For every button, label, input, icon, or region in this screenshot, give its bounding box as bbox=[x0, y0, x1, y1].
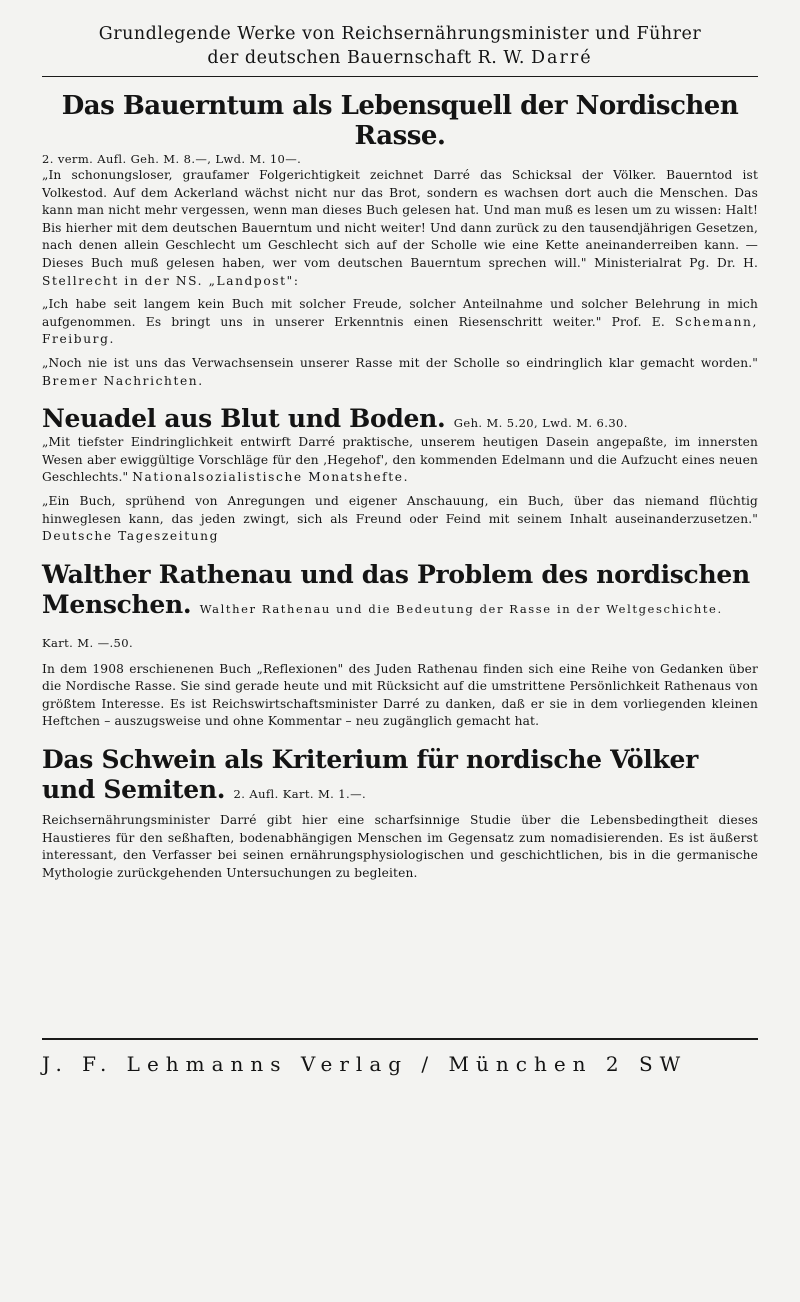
book-title: Das Bauerntum als Lebensquell der Nordischen Rasse. bbox=[61, 91, 739, 151]
book-heading bbox=[42, 560, 758, 658]
review-source: Stellrecht in der NS. „Landpost": bbox=[42, 273, 300, 288]
review-text: „Ein Buch, sprühend von Anregungen und eigener Anschauung, ein Buch, über das niemand flüchtig hinweglesen kann, das jeden zwingt, sich als Freund oder Feind mit seinem Inhalt auseinanderzusetzen." bbox=[42, 493, 758, 526]
header-line-2 bbox=[42, 46, 758, 70]
review-source: Bremer Nachrichten. bbox=[42, 373, 204, 388]
review-paragraph bbox=[42, 493, 758, 546]
header-line-2-prefix: der deutschen Bauernschaft R. W. bbox=[207, 48, 525, 68]
book-heading bbox=[42, 745, 758, 809]
review-source: Deutsche Tageszeitung bbox=[42, 529, 219, 544]
review-text: „Noch nie ist uns das Verwachsensein unserer Rasse mit der Scholle so eindringlich klar gemacht worden." bbox=[42, 355, 758, 370]
header-rule bbox=[42, 76, 758, 77]
header-author-name: Darré bbox=[531, 48, 593, 68]
book-heading bbox=[42, 404, 758, 434]
book-title: Neuadel aus Blut und Boden. bbox=[42, 404, 446, 434]
review-paragraph bbox=[42, 167, 758, 290]
description-paragraph: In dem 1908 erschienenen Buch „Reflexionen" des Juden Rathenau finden sich eine Reihe von Gedanken über die Nordische Rasse. Sie sind gerade heute und mit Rücksicht auf die umstrittene Persönlichkeit Rathenaus von größtem Interesse. Es ist Reichswirtschaftsminister Darré zu danken, daß er sie in dem vorliegenden kleinen Heftchen – auszugsweise und ohne Kommentar – neu zugänglich gemacht hat. bbox=[42, 661, 758, 729]
publisher-footer: J. F. Lehmanns Verlag / München 2 SW bbox=[42, 1052, 688, 1076]
review-text: „Mit tiefster Eindringlichkeit entwirft Darré praktische, unserem heutigen Dasein angepaßte, im innersten Wesen aber ewiggültige Vorschläge für den ‚Hegehof', den kommenden Edelmann und die Aufzucht eines neuen Geschlechts." bbox=[42, 435, 758, 485]
footer-rule bbox=[42, 1038, 758, 1040]
book-title: Walther Rathenau und das Problem des nordischen Menschen. bbox=[42, 559, 750, 619]
review-paragraph bbox=[42, 296, 758, 349]
review-text: „Ich habe seit langem kein Buch mit solcher Freude, solcher Anteilnahme und solcher Belehrung in mich aufgenommen. Es bringt uns in unserer Erkenntnis einen Riesenschritt weiter." Prof. E. bbox=[42, 297, 758, 329]
book-title: Das Schwein als Kriterium für nordische Völker und Semiten. bbox=[42, 745, 699, 805]
book-section-rathenau bbox=[42, 560, 758, 731]
book-section-schwein bbox=[42, 745, 758, 882]
header-line-1: Grundlegende Werke von Reichsernährungsminister und Führer bbox=[98, 24, 702, 44]
review-paragraph bbox=[42, 355, 758, 390]
book-section-bauerntum bbox=[42, 91, 758, 390]
review-paragraph bbox=[42, 434, 758, 487]
book-subtitle: Walther Rathenau und die Bedeutung der Rasse in der Weltgeschichte. bbox=[199, 601, 723, 616]
book-price: Geh. M. 5.20, Lwd. M. 6.30. bbox=[453, 416, 628, 431]
book-price: Kart. M. —.50. bbox=[42, 635, 134, 650]
review-source: Nationalsozialistische Monatshefte. bbox=[132, 470, 410, 485]
review-text: „In schonungsloser, graufamer Folgerichtigkeit zeichnet Darré das Schicksal der Völker. Bauerntod ist Volkestod. Auf dem Ackerland wächst nicht nur das Brot, sondern es wachsen dort auch die Menschen. Das kann man nicht mehr vergessen, wenn man dieses Buch gelesen hat. Und man muß es lesen um zu wissen: Halt! Bis hierher mit dem deutschen Bauerntum und nicht weiter! Und dann zurück zu den tausendjährigen Gesetzen, nach denen allein Geschlecht um Geschlecht sich auf der Scholle wie eine Kette aneinanderreiben kann. — Dieses Buch muß gelesen haben, wer vom deutschen Bauerntum sprechen will." Ministerialrat Pg. Dr. H. bbox=[42, 168, 758, 270]
book-price: 2. Aufl. Kart. M. 1.—. bbox=[233, 787, 367, 802]
book-price: 2. verm. Aufl. Geh. M. 8.—, Lwd. M. 10—. bbox=[42, 152, 302, 166]
content bbox=[42, 10, 758, 882]
book-section-neuadel bbox=[42, 404, 758, 546]
header bbox=[42, 22, 758, 70]
description-paragraph: Reichsernährungsminister Darré gibt hier eine scharfsinnige Studie über die Lebensbedingtheit dieses Haustieres für den seßhaften, bodenabhängigen Menschen im Gegensatz zum nomadisierenden. Es ist äußerst interessant, den Verfasser bei seinen ernährungsphysiologischen und geschichtlichen, bis in die germanische Mythologie zurückgehenden Untersuchungen zu begleiten. bbox=[42, 813, 758, 880]
review-source: Schemann, Freiburg. bbox=[42, 314, 758, 347]
